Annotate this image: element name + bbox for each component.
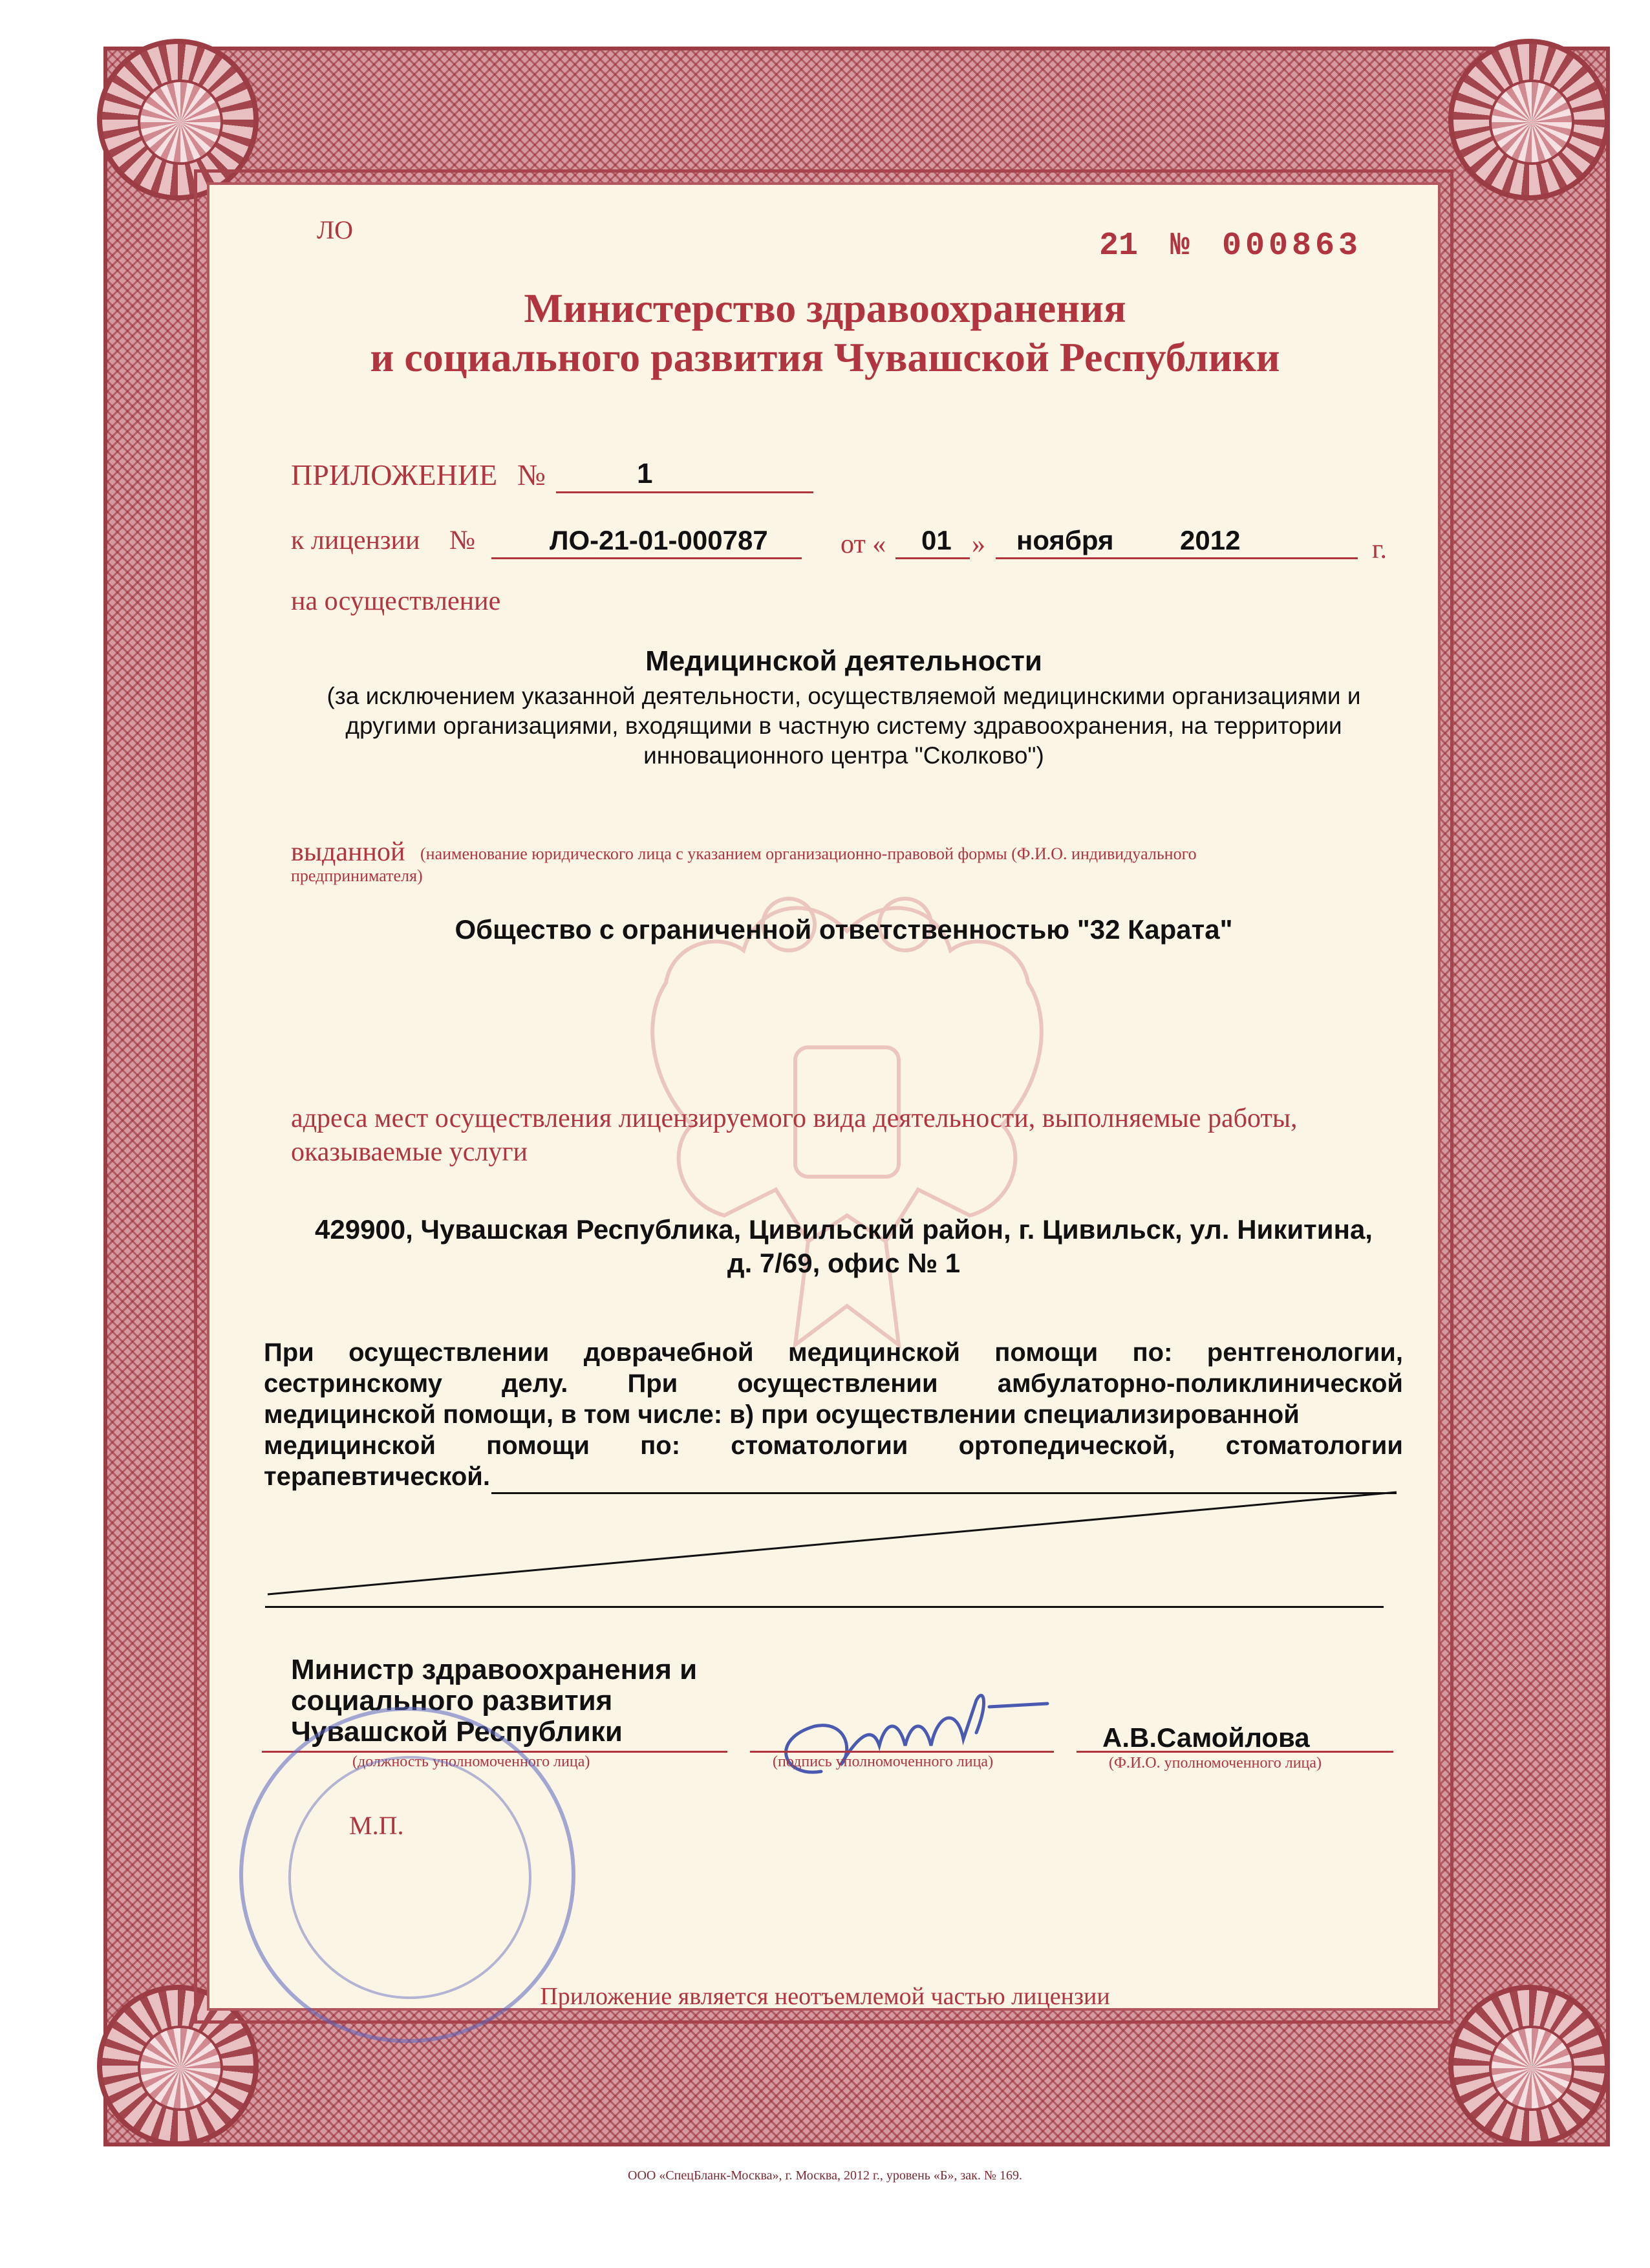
strike-diagonal	[259, 1487, 1409, 1610]
address-label-line1: адреса мест осуществления лицензируемого вида деятельности, выполняемые работы,	[291, 1104, 1298, 1133]
services-word: амбулаторно-поликлинической	[997, 1369, 1403, 1398]
services-word: ортопедической,	[958, 1431, 1175, 1460]
organization-name: Общество с ограниченной ответственностью "32 Карата"	[455, 914, 1233, 945]
name-underline	[1077, 1751, 1393, 1753]
strike-line-bottom	[265, 1606, 1384, 1608]
signature-underline	[750, 1751, 1054, 1753]
activity-label: на осуществление	[291, 586, 501, 616]
signer-name: А.В.Самойлова	[1102, 1722, 1310, 1753]
services-line1	[264, 1338, 1403, 1367]
rosette-bottom-right-icon	[1448, 1985, 1610, 2146]
services-word: помощи	[486, 1431, 590, 1460]
services-word: по:	[1132, 1338, 1173, 1367]
name-hint: (Ф.И.О. уполномоченного лица)	[1109, 1755, 1322, 1771]
services-word: осуществлении	[348, 1338, 550, 1367]
license-date-close: »	[972, 530, 985, 559]
license-number-underline	[491, 557, 802, 559]
services-line5: терапевтической.	[264, 1462, 490, 1491]
services-word: При	[627, 1369, 678, 1398]
services-word: стоматологии	[731, 1431, 908, 1460]
services-line2	[264, 1369, 1403, 1398]
services-line3: медицинской помощи, в том числе: в) при осуществлении специализированной	[264, 1400, 1300, 1429]
footer-note: Приложение является неотъемлемой частью лицензии	[540, 1983, 1110, 2010]
services-word: доврачебной	[583, 1338, 754, 1367]
address-line2: д. 7/69, офис № 1	[727, 1248, 961, 1278]
license-date-prefix: от «	[841, 530, 886, 559]
signer-position-line1: Министр здравоохранения и	[291, 1654, 698, 1685]
activity-title: Медицинской деятельности	[645, 645, 1042, 677]
license-month: ноября	[1016, 525, 1114, 555]
services-word: сестринскому	[264, 1369, 442, 1398]
form-number: 000863	[1222, 228, 1362, 264]
appendix-label: ПРИЛОЖЕНИЕ	[291, 458, 498, 491]
activity-scope-line3: инновационного центра "Сколково")	[643, 742, 1044, 769]
series-code: ЛО	[317, 215, 354, 244]
services-word: по:	[640, 1431, 681, 1460]
form-series: 21	[1099, 228, 1139, 264]
license-label: к лицензии	[291, 526, 420, 555]
printer-imprint: ООО «СпецБланк-Москва», г. Москва, 2012 г., уровень «Б», зак. № 169.	[628, 2168, 1022, 2183]
license-year-suffix: г.	[1372, 535, 1387, 564]
services-word: При	[264, 1338, 314, 1367]
activity-scope-line2: другими организациями, входящими в частную систему здравоохранения, на территории	[345, 712, 1342, 739]
address-label-line2: оказываемые услуги	[291, 1137, 528, 1167]
appendix-number: 1	[637, 458, 653, 489]
activity-scope-line1: (за исключением указанной деятельности, осуществляемой медицинскими организациями и	[327, 683, 1361, 709]
license-date-underline	[996, 557, 1358, 559]
services-word: делу.	[502, 1369, 568, 1398]
issued-label: выданной	[291, 837, 405, 867]
services-word: медицинской	[264, 1431, 436, 1460]
signer-position-line2: социального развития	[291, 1685, 613, 1717]
seal-label: М.П.	[349, 1811, 404, 1840]
issued-hint-line2: предпринимателя)	[291, 866, 423, 885]
position-hint: (должность уполномоченного лица)	[352, 1753, 590, 1770]
services-line4	[264, 1431, 1403, 1460]
page-title-line2: и социального развития Чувашской Республики	[370, 334, 1280, 380]
license-day-underline	[895, 557, 970, 559]
rosette-top-right-icon	[1448, 39, 1610, 200]
services-word: рентгенологии,	[1206, 1338, 1403, 1367]
license-number-sign: №	[449, 526, 476, 555]
signature-hint: (подпись уполномоченного лица)	[773, 1753, 994, 1770]
signer-position-line3: Чувашской Республики	[291, 1716, 623, 1748]
form-number-sign: №	[1170, 228, 1190, 264]
services-word: медицинской	[788, 1338, 960, 1367]
services-word: стоматологии	[1225, 1431, 1403, 1460]
services-word: помощи	[994, 1338, 1098, 1367]
license-day: 01	[921, 525, 952, 555]
services-word: осуществлении	[737, 1369, 938, 1398]
appendix-number-sign: №	[517, 458, 546, 491]
license-number: ЛО-21-01-000787	[550, 525, 768, 555]
appendix-underline	[556, 491, 813, 493]
license-year: 2012	[1180, 525, 1241, 555]
signature-scribble	[744, 1674, 1131, 1797]
issued-hint-line1: (наименование юридического лица с указанием организационно-правовой формы (Ф.И.О. индивидуального	[420, 844, 1197, 863]
page-title-line1: Министерство здравоохранения	[524, 285, 1126, 331]
address-line1: 429900, Чувашская Республика, Цивильский район, г. Цивильск, ул. Никитина,	[315, 1214, 1373, 1245]
